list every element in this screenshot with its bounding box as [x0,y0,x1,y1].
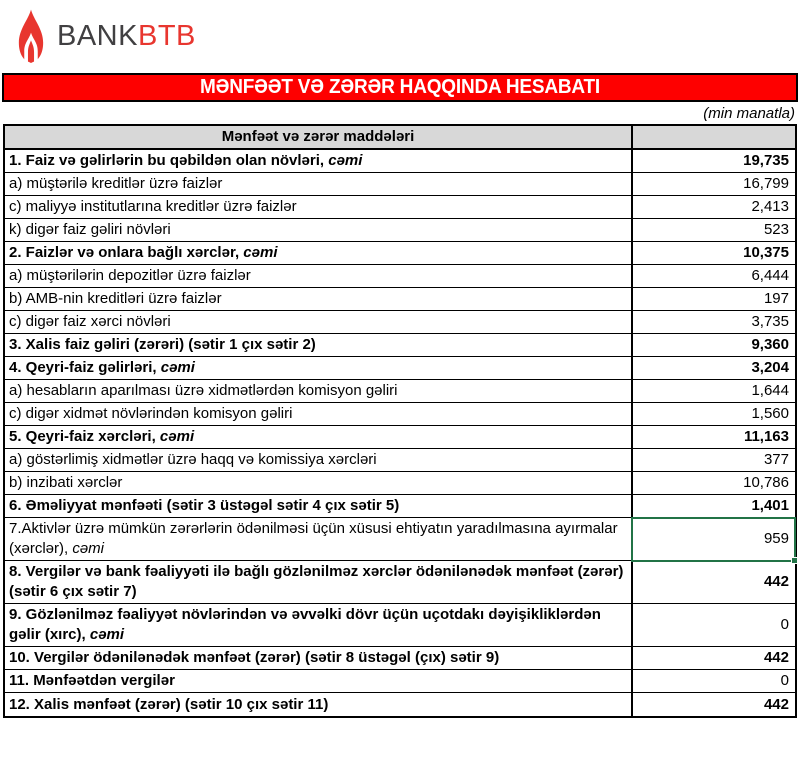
row-label-cell[interactable] [5,403,631,425]
table-row [5,150,795,173]
row-label-suffix: cəmi [324,152,363,169]
row-label [9,197,297,217]
row-label-text: 7.Aktivlər üzrə mümkün zərərlərin ödənilməsi üçün xüsusi ehtiyatın yaradılmasına ayırmalar (xərclər), [9,520,618,557]
row-label-suffix: cəmi [155,428,195,445]
row-label-text: 4. Qeyri-faiz gəlirləri, [9,359,157,376]
table-row [5,311,795,334]
row-label [9,335,316,355]
row-value-cell[interactable] [631,357,795,379]
row-label [9,496,399,516]
table-header-value-cell[interactable] [631,126,795,148]
row-label [9,695,328,715]
row-label-text: 9. Gözlənilməz fəaliyyət növlərindən və əvvəlki dövr üçün uçotdakı dəyişikliklərdən gəlir (xırc), [9,606,601,643]
row-value-cell[interactable] [631,242,795,264]
table-row [5,334,795,357]
row-label-text: c) digər xidmət növlərindən komisyon gəliri [9,405,293,422]
row-label-cell[interactable] [5,495,631,517]
row-label-text: a) göstərlimiş xidmətlər üzrə haqq və komissiya xərcləri [9,451,377,468]
row-label [9,648,499,668]
row-label [9,220,171,240]
row-label [9,289,222,309]
row-value: 6,444 [751,267,789,284]
table-header-row [5,126,795,150]
table-row [5,196,795,219]
row-label-text: 5. Qeyri-faiz xərcləri, [9,428,156,445]
row-value-cell[interactable] [631,561,795,603]
table-row [5,219,795,242]
row-value: 0 [780,672,789,689]
row-value-cell[interactable] [631,150,795,172]
table-row [5,518,795,561]
logo-wordmark [57,20,196,53]
row-value-cell[interactable] [631,219,795,241]
report-title-banner [2,73,798,102]
table-row [5,380,795,403]
row-label-cell[interactable] [5,265,631,287]
row-label-cell[interactable] [5,196,631,218]
row-label-suffix: cəmi [156,359,195,376]
row-label-text: c) maliyyə institutlarına kreditlər üzrə faizlər [9,198,297,215]
report-title: MƏNFƏƏT VƏ ZƏRƏR HAQQINDA HESABATI [199,75,600,98]
table-row [5,449,795,472]
row-value-cell[interactable] [631,334,795,356]
row-label-text: 1. Faiz və gəlirlərin bu qəbildən olan növləri, [9,152,325,169]
profit-loss-table [3,124,797,718]
row-value-cell[interactable] [631,647,795,669]
row-label-text: 11. Mənfəətdən vergilər [9,672,175,689]
row-label-text: 2. Faizlər və onlara bağlı xərclər, [9,244,240,261]
row-value: 523 [763,221,789,238]
bank-btb-logo [14,8,800,64]
row-label-text: 12. Xalis mənfəət (zərər) (sətir 10 çıx sətir 11) [9,695,329,713]
row-value-cell[interactable] [631,495,795,517]
row-value: 442 [763,573,789,590]
row-value: 1,644 [751,382,789,399]
row-label-cell[interactable] [5,472,631,494]
selection-fill-handle[interactable] [791,557,798,564]
table-row [5,604,795,647]
table-row [5,495,795,518]
row-value: 11,163 [743,428,789,445]
row-label-text: a) müştərilə kreditlər üzrə faizlər [9,175,223,192]
row-label-cell[interactable] [5,647,631,669]
row-label-cell[interactable] [5,426,631,448]
row-label-cell[interactable] [5,380,631,402]
row-label [9,312,171,332]
row-label-cell[interactable] [5,693,631,716]
row-label [9,358,195,378]
unit-note: (min manatla) [703,105,795,122]
row-label [9,174,222,194]
row-label-text: a) müştərilərin depozitlər üzrə faizlər [9,267,251,284]
row-value-cell[interactable] [631,693,795,716]
table-row [5,173,795,196]
row-label-text: c) digər faiz xərci növləri [9,313,171,330]
row-label-text: b) AMB-nin kreditləri üzrə faizlər [9,290,222,307]
row-value: 3,735 [751,313,789,330]
row-value: 377 [763,451,789,468]
row-label-text: 3. Xalis faiz gəliri (zərəri) (sətir 1 çıx sətir 2) [9,336,316,353]
row-label-text: 10. Vergilər ödənilənədək mənfəət (zərər) (sətir 8 üstəgəl (çıx) sətir 9) [9,649,500,666]
row-label-text: a) hesabların aparılması üzrə xidmətlərdən komisyon gəliri [9,382,398,399]
row-value: 0 [780,616,789,633]
row-value-cell[interactable] [631,449,795,471]
table-row [5,403,795,426]
row-value-cell[interactable] [631,426,795,448]
row-value-cell[interactable] [631,518,795,560]
row-value: 19,735 [743,152,789,169]
table-row [5,561,795,604]
row-label [9,243,277,263]
row-value: 959 [763,530,789,547]
row-label [9,519,627,559]
row-value: 2,413 [751,198,789,215]
row-value-cell[interactable] [631,288,795,310]
row-label-text: 6. Əməliyyat mənfəəti (sətir 3 üstəgəl sətir 4 çıx sətir 5) [9,497,400,514]
row-label-text: b) inzibati xərclər [9,474,123,491]
row-label-cell[interactable] [5,604,631,646]
row-value: 1,560 [751,405,789,422]
table-row [5,647,795,670]
btb-flame-logo-icon [14,9,48,63]
row-label-cell[interactable] [5,561,631,603]
row-value: 442 [763,649,789,666]
row-label-cell[interactable] [5,150,631,172]
row-label [9,450,377,470]
row-value: 10,786 [743,474,789,491]
row-label-cell[interactable] [5,242,631,264]
table-row [5,288,795,311]
row-label [9,671,175,691]
table-header-cell[interactable] [5,126,631,148]
row-value: 197 [763,290,789,307]
row-value: 1,401 [751,497,789,514]
row-label [9,381,398,401]
row-label-cell[interactable] [5,334,631,356]
row-value-cell[interactable] [631,265,795,287]
row-label [9,404,292,424]
table-row [5,472,795,495]
row-value-cell[interactable] [631,604,795,646]
row-value-cell[interactable] [631,311,795,333]
row-label-suffix: cəmi [239,244,278,261]
row-label-cell[interactable] [5,518,631,560]
row-value-cell[interactable] [631,472,795,494]
table-row [5,265,795,288]
table-row [5,242,795,265]
row-label-text: k) digər faiz gəliri növləri [9,221,171,238]
row-value: 10,375 [743,244,789,261]
row-value-cell[interactable] [631,196,795,218]
row-value: 16,799 [743,175,789,192]
logo-text-btb: BTB [137,19,196,52]
row-value-cell[interactable] [631,670,795,692]
row-value-cell[interactable] [631,403,795,425]
row-label-text: 8. Vergilər və bank fəaliyyəti ilə bağlı gözlənilməz xərclər ödənilənədək mənfəət (zərər) (sətir 6 çıx sətir 7) [9,563,624,600]
row-value: 442 [763,695,789,713]
row-label [9,473,122,493]
row-label-cell[interactable] [5,219,631,241]
row-label-cell[interactable] [5,357,631,379]
table-row [5,357,795,380]
table-header-text: Mənfəət və zərər maddələri [221,128,415,145]
row-label-cell[interactable] [5,311,631,333]
row-label-cell[interactable] [5,173,631,195]
row-label-suffix: cəmi [85,626,125,643]
table-row [5,670,795,693]
table-row [5,426,795,449]
report-page [0,8,800,718]
row-label-suffix: cəmi [68,540,105,557]
row-label [9,562,627,602]
row-label [9,266,251,286]
row-label-cell[interactable] [5,288,631,310]
row-label-cell[interactable] [5,449,631,471]
row-label [9,151,362,171]
table-row [5,693,795,716]
row-value: 9,360 [751,336,789,353]
row-value-cell[interactable] [631,173,795,195]
row-value: 3,204 [751,359,789,376]
row-label [9,605,627,645]
row-label [9,427,194,447]
row-label-cell[interactable] [5,670,631,692]
row-value-cell[interactable] [631,380,795,402]
logo-text-bank: BANK [57,19,138,52]
